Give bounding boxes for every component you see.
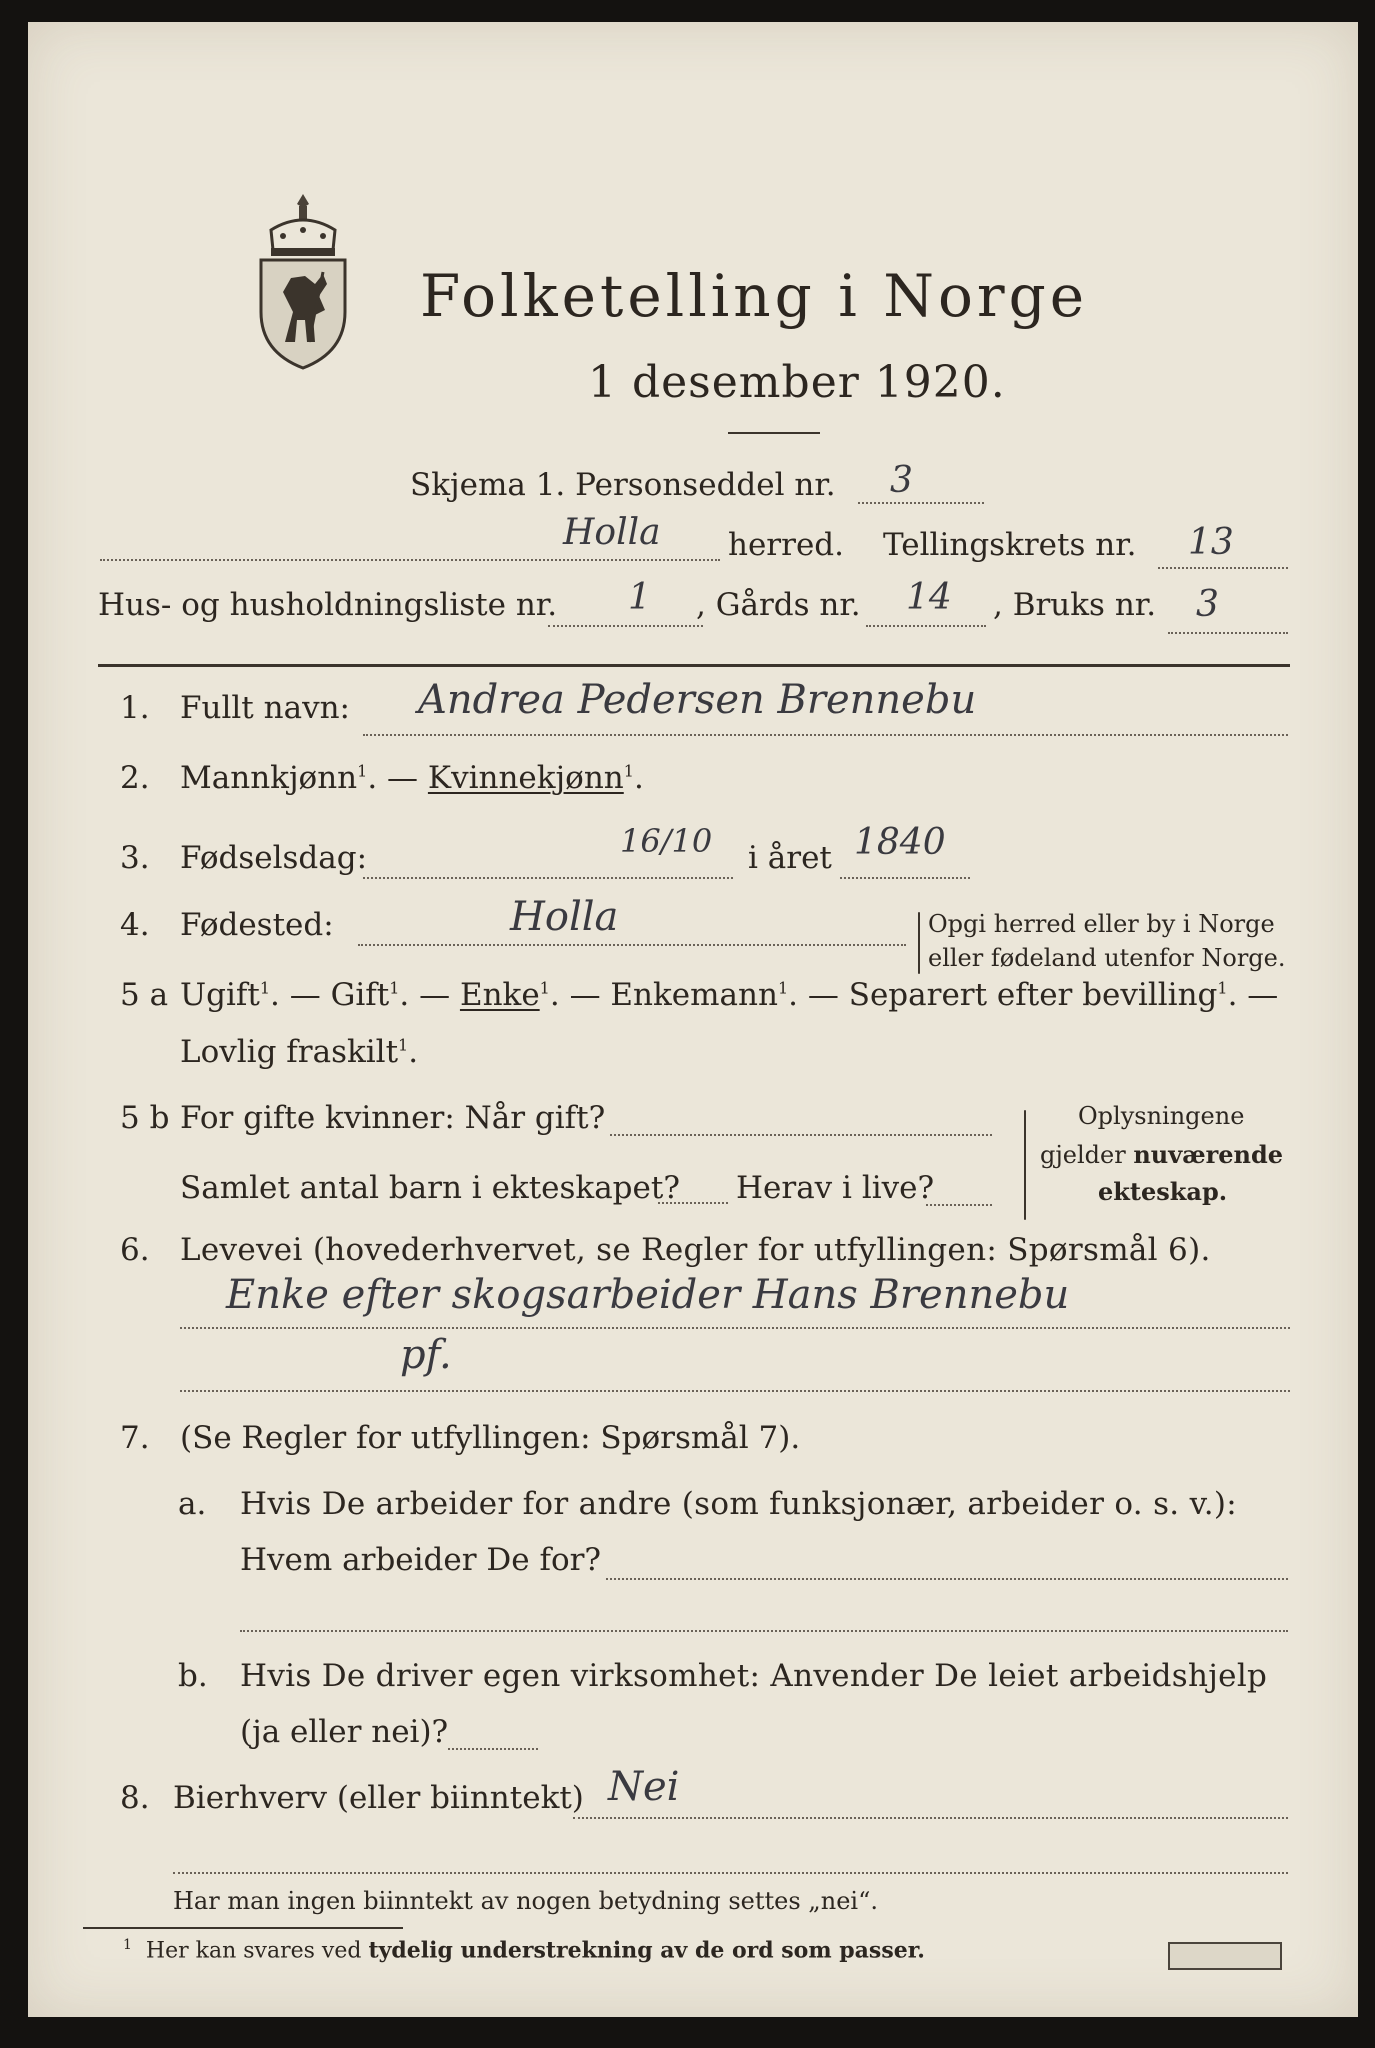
q3-year-label: i året xyxy=(748,840,832,876)
tellingskrets-nr-value[interactable]: 13 xyxy=(1188,522,1234,563)
full-name-value[interactable]: Andrea Pedersen Brennebu xyxy=(418,677,977,723)
q5a-footnote-ref: 1 xyxy=(1217,978,1228,998)
q5b-note-line1: Oplysningene xyxy=(1078,1102,1245,1130)
q5a-footnote-ref: 1 xyxy=(777,978,789,998)
q5a-dash: . — xyxy=(788,977,849,1013)
option-lovlig-fraskilt[interactable]: Lovlig fraskilt xyxy=(180,1034,399,1070)
option-enkemann[interactable]: Enkemann xyxy=(610,977,778,1013)
gards-line xyxy=(866,625,986,627)
option-gift[interactable]: Gift xyxy=(330,977,390,1013)
tellingskrets-label: Tellingskrets nr. xyxy=(883,527,1137,563)
q5a-dash: . — xyxy=(399,977,460,1013)
q1-line xyxy=(363,734,1288,736)
q5a-number: 5 a xyxy=(120,977,169,1013)
q6-label: Levevei (hovederhvervet, se Regler for utfyllingen: Spørsmål 6). xyxy=(180,1232,1211,1268)
q5a-footnote-ref: 1 xyxy=(259,978,271,998)
q5b-label-alive: Herav i live? xyxy=(736,1170,935,1206)
herred-label: herred. xyxy=(728,527,844,563)
occupation-value-line1[interactable]: Enke efter skogsarbeider Hans Brennebu xyxy=(226,1272,1070,1318)
birth-day-value[interactable]: 16/10 xyxy=(620,822,713,860)
q7a-letter: a. xyxy=(178,1486,207,1522)
q5b-married-line[interactable] xyxy=(610,1134,992,1136)
q3-day-line xyxy=(363,877,733,879)
q5b-label-children: Samlet antal barn i ekteskapet? xyxy=(180,1170,680,1206)
q5b-note-gjelder: gjelder xyxy=(1040,1141,1134,1169)
q7a-line1: Hvis De arbeider for andre (som funksjonær, arbeider o. s. v.): xyxy=(240,1486,1238,1522)
q5a-dash: . — xyxy=(270,977,331,1013)
q7b-answer-line[interactable] xyxy=(448,1748,538,1750)
herred-line xyxy=(100,559,720,561)
footer-note: Har man ingen biinntekt av nogen betydning settes „nei“. xyxy=(173,1887,878,1915)
q2-footnote-ref-2: 1 xyxy=(623,761,634,781)
q6-number: 6. xyxy=(120,1232,150,1268)
herred-name-value[interactable]: Holla xyxy=(563,512,661,553)
footnote-mark: 1 xyxy=(123,1937,132,1953)
footnote-divider xyxy=(83,1927,403,1929)
q5a-dash: . — xyxy=(1227,977,1279,1013)
q4-number: 4. xyxy=(120,907,150,943)
q7b-letter: b. xyxy=(178,1658,208,1694)
q7b-line1: Hvis De driver egen virksomhet: Anvender De leiet arbeidshjelp xyxy=(240,1658,1268,1694)
q7a-line2: Hvem arbeider De for? xyxy=(240,1542,602,1578)
q5a-options xyxy=(180,977,1278,1013)
q2-number: 2. xyxy=(120,760,150,796)
footnote-bold: tydelig understrekning av de ord som passer. xyxy=(368,1937,925,1964)
q7-number: 7. xyxy=(120,1420,150,1456)
skjema-label: Skjema 1. Personseddel nr. xyxy=(410,467,836,503)
census-date: 1 desember 1920. xyxy=(588,357,1006,408)
census-form-sheet xyxy=(28,22,1358,2017)
husholdning-label: Hus- og husholdningsliste nr. xyxy=(98,587,558,623)
q4-label: Fødested: xyxy=(180,907,334,943)
q5a-end: . xyxy=(408,1034,419,1070)
birthplace-value[interactable]: Holla xyxy=(510,894,619,940)
q5b-number: 5 b xyxy=(120,1100,170,1136)
birth-year-value[interactable]: 1840 xyxy=(854,822,946,863)
gards-label: , Gårds nr. xyxy=(696,587,861,623)
q2-end: . xyxy=(633,760,644,796)
q1-label: Fullt navn: xyxy=(180,690,350,726)
q5a-dash: . — xyxy=(549,977,611,1013)
q3-number: 3. xyxy=(120,840,150,876)
option-kvinnekjonn-underlined[interactable]: Kvinnekjønn xyxy=(427,760,624,796)
q4-line xyxy=(358,944,906,946)
q8-line1 xyxy=(573,1817,1288,1819)
q6-line2 xyxy=(180,1390,1290,1392)
option-enke-underlined[interactable]: Enke xyxy=(459,977,540,1013)
printer-stamp xyxy=(1168,1942,1282,1970)
q8-number: 8. xyxy=(120,1780,150,1816)
q7b-line2: (ja eller nei)? xyxy=(240,1714,449,1750)
q4-note-line1: Opgi herred eller by i Norge xyxy=(928,910,1275,938)
option-mannkjonn[interactable]: Mannkjønn xyxy=(180,760,358,796)
husholdning-nr-value[interactable]: 1 xyxy=(628,577,651,618)
q8-label: Bierhverv (eller biinntekt) xyxy=(173,1780,584,1816)
q5a-footnote-ref: 1 xyxy=(398,1035,409,1055)
option-separert[interactable]: Separert efter bevilling xyxy=(848,977,1218,1013)
q3-label: Fødselsdag: xyxy=(180,840,368,876)
q5b-note-bracket xyxy=(1024,1110,1026,1220)
q7-label: (Se Regler for utfyllingen: Spørsmål 7). xyxy=(180,1420,801,1456)
tellingskrets-line xyxy=(1158,567,1288,569)
q5b-alive-line[interactable] xyxy=(926,1204,992,1206)
q4-note-line2: eller fødeland utenfor Norge. xyxy=(928,944,1286,972)
q2-footnote-ref-1: 1 xyxy=(357,761,368,781)
footnote xyxy=(123,1937,925,1963)
q5a-footnote-ref: 1 xyxy=(389,978,400,998)
bruks-line xyxy=(1168,632,1288,634)
q7a-answer-line2[interactable] xyxy=(240,1630,1288,1632)
form-title: Folketelling i Norge xyxy=(420,262,1089,330)
title-divider xyxy=(728,432,820,434)
personseddel-line xyxy=(858,502,984,504)
footnote-plain: Her kan svares ved xyxy=(145,1938,369,1964)
q1-number: 1. xyxy=(120,690,150,726)
bruks-nr-value[interactable]: 3 xyxy=(1196,584,1219,625)
gards-nr-value[interactable]: 14 xyxy=(906,577,952,618)
q2-separator: . — xyxy=(367,760,428,796)
q5b-label-married-when: For gifte kvinner: Når gift? xyxy=(180,1100,606,1136)
q6-line1 xyxy=(180,1327,1290,1329)
q5b-children-line[interactable] xyxy=(658,1202,728,1204)
q8-line2 xyxy=(173,1872,1288,1874)
side-income-value[interactable]: Nei xyxy=(608,1764,680,1810)
q3-year-line xyxy=(840,877,970,879)
option-ugift[interactable]: Ugift xyxy=(180,977,260,1013)
q5a-options-line2 xyxy=(180,1034,418,1070)
norwegian-coat-of-arms-icon xyxy=(253,192,353,376)
q5a-footnote-ref: 1 xyxy=(539,978,550,998)
q5b-note-line3: ekteskap. xyxy=(1098,1177,1228,1206)
q5b-note-line2 xyxy=(1040,1140,1283,1169)
q4-note-bracket xyxy=(918,912,920,974)
husholdning-line xyxy=(548,625,703,627)
q2-sex-options xyxy=(180,760,644,796)
q5b-note-nuvaerende: nuværende xyxy=(1133,1140,1284,1169)
header-divider xyxy=(98,664,1290,667)
bruks-label: , Bruks nr. xyxy=(993,587,1157,623)
q7a-answer-line1[interactable] xyxy=(606,1578,1288,1580)
personseddel-nr-value[interactable]: 3 xyxy=(890,460,913,501)
occupation-value-line2[interactable]: pf. xyxy=(400,1332,452,1378)
